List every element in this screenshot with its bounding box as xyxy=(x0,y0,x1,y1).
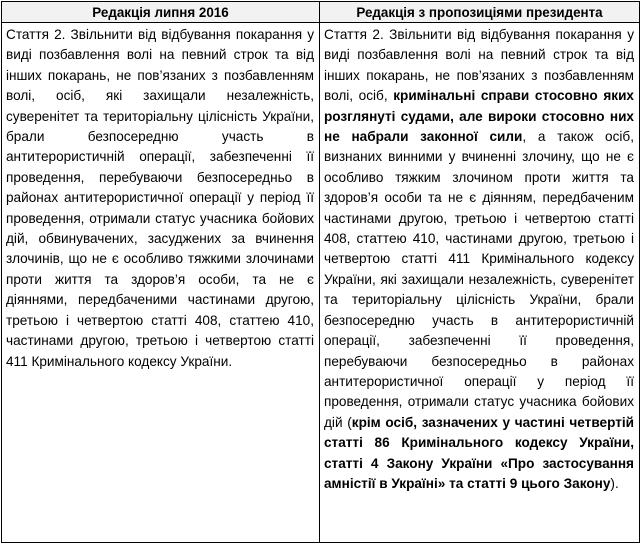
proposal-bold-insertion-1: кримінальні справи стосовно яких розглянуті судами, але вироки стосовно них не набрали законної сили xyxy=(324,88,634,145)
cell-president-proposals xyxy=(320,23,640,543)
comparison-table xyxy=(1,1,640,543)
article-2-proposal-text xyxy=(320,23,639,494)
proposal-text-part-2: , а також осіб, визнаних винними у вчиненні злочину, що не є особливо тяжким злочином проти життя та здоров’я особи та не є діянням, передбаченим частинами другою, третьою і четвертою статті 408, статтею 410, частинами другою, третьою і четвертою статті 411 Кримінального кодексу України, які захищали незалежність, суверенітет та територіальну цілісність України, брали безпосередню участь в антитерористичній операції, забезпеченні її проведення, перебуваючи безпосередньо в районах антитерористичної операції у період її проведення, отримали статус учасника бойових дій ( xyxy=(324,129,634,430)
proposal-bold-insertion-2: крім осіб, зазначених у частині четвертій статті 86 Кримінального кодексу України, статті 4 Закону України «Про застосування амністії в Україні» та статті 9 цього Закону xyxy=(324,414,634,491)
article-2-july-2016-text: Стаття 2. Звільнити від відбування покарання у виді позбавлення волі на певний строк та від інших покарань, не пов’язаних з позбавленням волі, осіб, які захищали незалежність, суверенітет та територіальну цілісність України, брали безпосередню участь в антитерористичній операції, забезпеченні її проведення, перебуваючи безпосередньо в районах антитерористичної операції у період її проведення, отримали статус учасника бойових дій, обвинувачених, засуджених за вчинення злочинів, що не є особливо тяжкими злочинами проти життя та здоров’я особи, та не є діяннями, передбаченими частинами другою, третьою і четвертою статті 408, статтею 410, частинами другою, третьою і четвертою статті 411 Кримінального кодексу України. xyxy=(6,27,314,369)
cell-july-2016 xyxy=(2,23,320,543)
header-row xyxy=(2,2,640,23)
proposal-text-part-3: ). xyxy=(610,475,619,491)
header-july-2016: Редакція липня 2016 xyxy=(2,2,320,23)
proposal-text-part-1: Стаття 2. Звільнити від відбування покарання у виді позбавлення волі на певний строк та від інших покарань, не пов’язаних з позбавленням волі, осіб, xyxy=(324,27,634,104)
content-row xyxy=(2,23,640,543)
header-president-proposals: Редакція з пропозиціями президента xyxy=(320,2,640,23)
